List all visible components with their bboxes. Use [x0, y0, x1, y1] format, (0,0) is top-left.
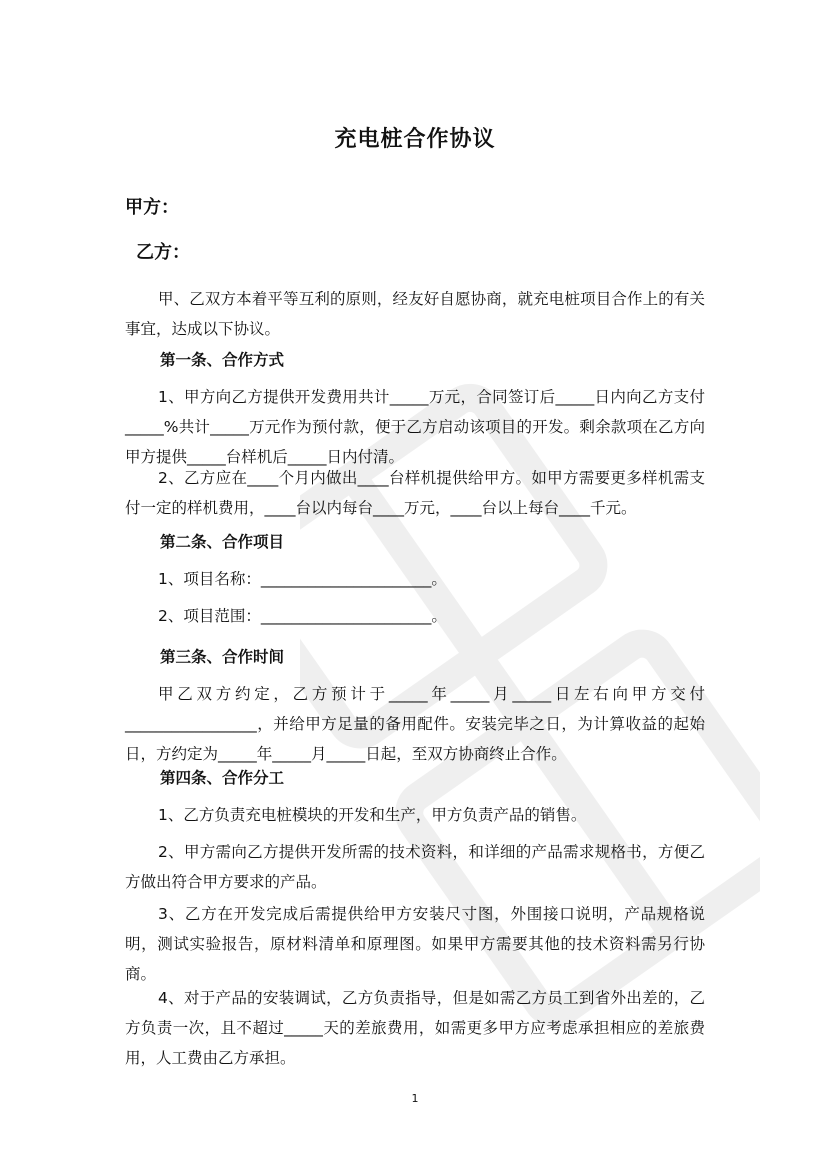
party-a-label: 甲方： [125, 197, 179, 218]
article-4-item-4: 4、对于产品的安装调试，乙方负责指导，但是如需乙方员工到省外出差的，乙方负责一次，且不超过_____天的差旅费用，如需更多甲方应考虑承担相应的差旅费用，人工费由乙方承担。 [125, 989, 705, 1067]
page-number: 1 [411, 1092, 419, 1105]
article-1-item-1: 1、甲方向乙方提供开发费用共计_____万元，合同签订后_____日内向乙方支付_____%共计_____万元作为预付款，便于乙方启动该项目的开发。剩余款项在乙方向甲方提供_____台样机后_____日内付清。 [125, 388, 705, 466]
article-1-heading: 第一条、合作方式 [160, 351, 285, 369]
article-3-heading: 第三条、合作时间 [160, 648, 285, 666]
document-title: 充电桩合作协议 [334, 127, 496, 152]
article-3-body: 甲乙双方约定，乙方预计于_____年_____月_____日左右向甲方交付_________________，并给甲方足量的备用配件。安装完毕之日，为计算收益的起始日，方约定为_____年_____月_____日起，至双方协商终止合作。 [125, 685, 705, 763]
article-2-item-2: 2、项目范围：______________________。 [158, 607, 447, 625]
article-4-heading: 第四条、合作分工 [160, 769, 285, 787]
article-4-item-2: 2、甲方需向乙方提供开发所需的技术资料，和详细的产品需求规格书，方便乙方做出符合甲方要求的产品。 [125, 843, 705, 891]
article-4-item-1: 1、乙方负责充电桩模块的开发和生产，甲方负责产品的销售。 [158, 806, 587, 824]
article-1-item-2: 2、乙方应在____个月内做出____台样机提供给甲方。如甲方需要更多样机需支付一定的样机费用，____台以内每台____万元，____台以上每台____千元。 [125, 469, 705, 517]
party-b-label: 乙方： [136, 242, 190, 263]
article-2-item-1: 1、项目名称：______________________。 [158, 570, 447, 588]
article-4-item-3: 3、乙方在开发完成后需提供给甲方安装尺寸图，外围接口说明，产品规格说明，测试实验报告，原材料清单和原理图。如果甲方需要其他的技术资料需另行协商。 [125, 905, 705, 983]
intro-paragraph: 甲、乙双方本着平等互利的原则，经友好自愿协商，就充电桩项目合作上的有关事宜，达成以下协议。 [125, 290, 705, 338]
article-2-heading: 第二条、合作项目 [160, 533, 285, 551]
